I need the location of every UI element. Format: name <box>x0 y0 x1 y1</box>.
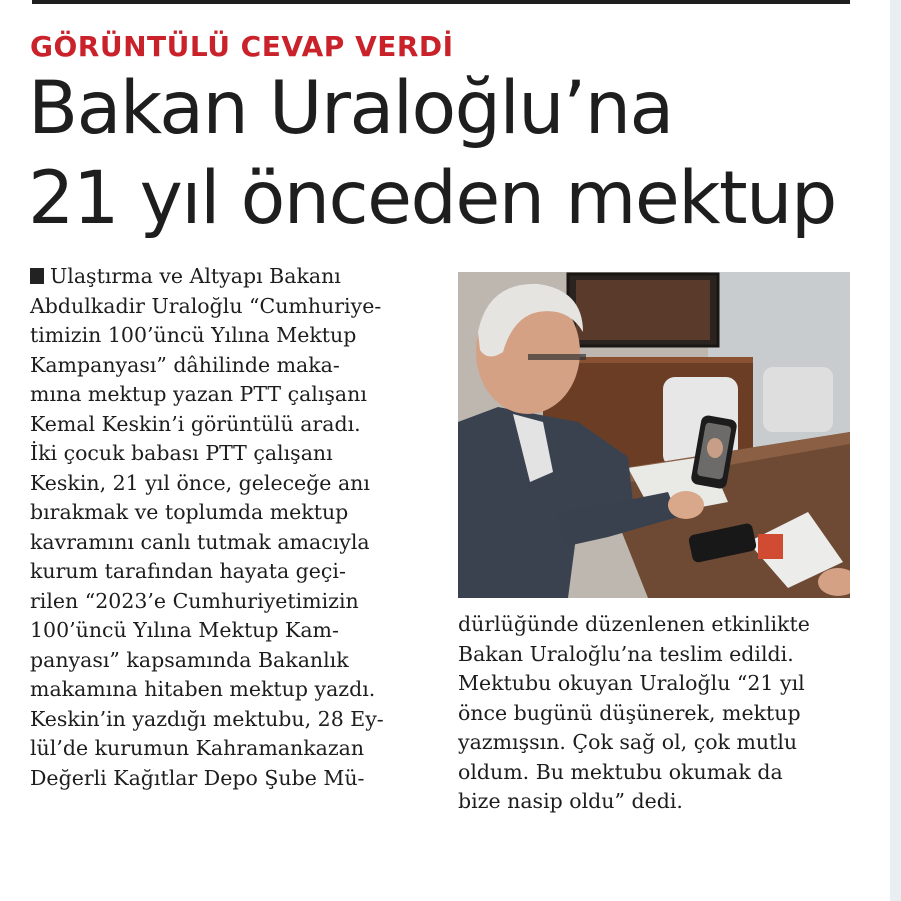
body-line: bize nasip oldu” dedi. <box>458 789 683 813</box>
paragraph-marker-icon <box>30 268 44 284</box>
body-line: kurum tarafından hayata geçi- <box>30 559 346 583</box>
top-rule <box>32 0 850 4</box>
headline <box>28 64 858 244</box>
body-line: Kampanyası” dâhilinde maka- <box>30 352 340 377</box>
body-column-left <box>30 262 430 793</box>
body-line: Abdulkadir Uraloğlu “Cumhuriye- <box>30 293 382 318</box>
body-line: Mektubu okuyan Uraloğlu “21 yıl <box>458 671 805 695</box>
kicker: GÖRÜNTÜLÜ CEVAP VERDİ <box>30 30 454 63</box>
page-edge-strip <box>890 0 901 901</box>
body-line: timizin 100’üncü Yılına Mektup <box>30 323 357 347</box>
body-line: Bakan Uraloğlu’na teslim edildi. <box>458 641 794 666</box>
body-line: panyası” kapsamında Bakanlık <box>30 647 349 672</box>
body-line: lül’de kurumun Kahramankazan <box>30 736 365 760</box>
body-column-right <box>458 610 858 817</box>
body-line: Değerli Kağıtlar Depo Şube Mü- <box>30 765 365 790</box>
body-line: dürlüğünde düzenlenen etkinlikte <box>458 612 810 636</box>
body-line: makamına hitaben mektup yazdı. <box>30 677 376 701</box>
body-line: oldum. Bu mektubu okumak da <box>458 759 783 784</box>
body-line: yazmışsın. Çok sağ ol, çok mutlu <box>458 730 798 754</box>
body-line-text: Ulaştırma ve Altyapı Bakanı <box>50 264 341 288</box>
headline-line-2: 21 yıl önceden mektup <box>28 156 836 241</box>
body-line: mına mektup yazan PTT çalışanı <box>30 382 367 406</box>
headline-line-1: Bakan Uraloğlu’na <box>28 66 673 151</box>
body-line: önce bugünü düşünerek, mektup <box>458 700 801 725</box>
body-line: 100’üncü Yılına Mektup Kam- <box>30 618 339 642</box>
article-photo <box>458 272 850 598</box>
body-line: kavramını canlı tutmak amacıyla <box>30 529 370 554</box>
body-line: Keskin, 21 yıl önce, geleceğe anı <box>30 470 370 495</box>
body-line <box>30 262 430 292</box>
body-line: Keskin’in yazdığı mektubu, 28 Ey- <box>30 706 384 731</box>
body-line: rilen “2023’e Cumhuriyetimizin <box>30 588 359 613</box>
photo-illustration <box>458 272 850 598</box>
body-line: İki çocuk babası PTT çalışanı <box>30 441 333 465</box>
body-line: Kemal Keskin’i görüntülü aradı. <box>30 411 361 436</box>
body-line: bırakmak ve toplumda mektup <box>30 500 349 524</box>
